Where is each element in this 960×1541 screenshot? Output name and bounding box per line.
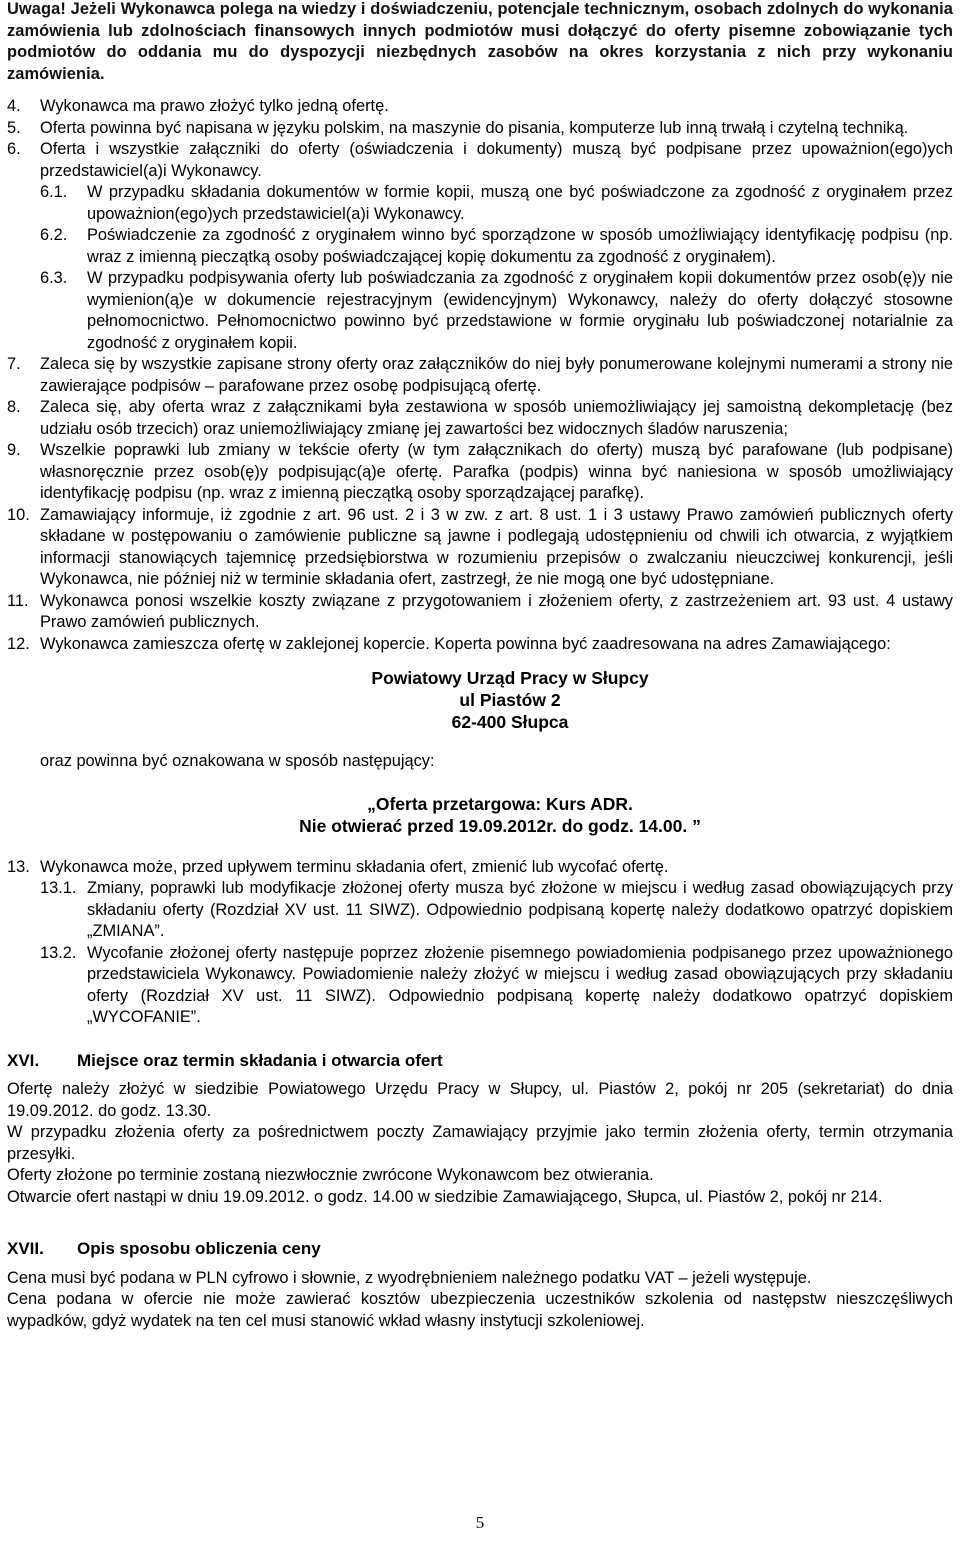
item-number: 6.3. bbox=[40, 269, 68, 287]
item-text: Wykonawca ma prawo złożyć tylko jedną ofertę. bbox=[40, 97, 389, 115]
section-16-paragraph-2: W przypadku złożenia oferty za pośrednictwem poczty Zamawiający przyjmie jako termin złożenia oferty, termin otrzymania przesyłki. bbox=[7, 1123, 953, 1163]
list-item-10 bbox=[7, 505, 953, 591]
list-item-11 bbox=[7, 591, 953, 634]
item-text: Oferta i wszystkie załączniki do oferty (oświadczenia i dokumenty) muszą być podpisane przez upoważnion(ego)ych przedstawiciel(a)i Wykonawcy. bbox=[40, 140, 953, 180]
item-text: W przypadku podpisywania oferty lub poświadczania za zgodność z oryginałem kopii dokumentów przez osob(ę)y nie wymienion(ą)e w dokumencie rejestracyjnym (ewidencyjnym) Wykonawcy, należy do oferty dołączyć stosowne pełnomocnictwo. Pełnomocnictwo powinno być przedstawione w formie oryginału lub poświadczonej notarialnie za zgodność z oryginałem kopii. bbox=[87, 269, 953, 352]
list-item-12 bbox=[7, 634, 953, 656]
section-16-heading bbox=[7, 1050, 953, 1072]
item-number: 4. bbox=[7, 97, 21, 115]
section-17-paragraph-2: Cena podana w ofercie nie może zawierać kosztów ubezpieczenia uczestników szkolenia od następstw nieszczęśliwych wypadków, gdyż wydatek na ten cel musi stanowić wkład własny instytucji szkoleniowej. bbox=[7, 1290, 953, 1330]
marking-line-2: Nie otwierać przed 19.09.2012r. do godz. 14.00. ” bbox=[299, 815, 701, 836]
section-17-paragraph-1: Cena musi być podana w PLN cyfrowo i słownie, z wyodrębnieniem należnego podatku VAT – jeżeli występuje. bbox=[7, 1268, 812, 1287]
list-item-13-2 bbox=[40, 943, 953, 1029]
item-number: 9. bbox=[7, 441, 21, 459]
item-text: Wykonawca ponosi wszelkie koszty związane z przygotowaniem i złożeniem oferty, z zastrzeżeniem art. 93 ust. 4 ustawy Prawo zamówień publicznych. bbox=[40, 591, 953, 631]
item-number: 12. bbox=[7, 634, 30, 653]
section-16-paragraph-3: Oferty złożone po terminie zostaną niezwłocznie zwrócone Wykonawcom bez otwierania. bbox=[7, 1166, 654, 1184]
item-number: 13.2. bbox=[40, 943, 77, 962]
warning-lead: Uwaga! bbox=[7, 0, 66, 18]
page-number: 5 bbox=[475, 1513, 485, 1532]
section-number: XVI. bbox=[7, 1050, 40, 1070]
item-number: 6. bbox=[7, 140, 21, 158]
section-16-paragraph-1: Ofertę należy złożyć w siedzibie Powiatowego Urzędu Pracy w Słupcy, ul. Piastów 2, pokój nr 205 (sekretariat) do dnia 19.09.2012. do godz. 13.30. bbox=[7, 1080, 953, 1120]
item-number: 13. bbox=[7, 857, 30, 876]
section-title: Miejsce oraz termin składania i otwarcia ofert bbox=[77, 1050, 443, 1070]
marking-line-1: „Oferta przetargowa: Kurs ADR. bbox=[367, 793, 633, 814]
list-item-6-2 bbox=[40, 225, 953, 268]
marking-block bbox=[47, 793, 953, 837]
item-number: 7. bbox=[7, 355, 21, 373]
list-item-13 bbox=[7, 857, 953, 879]
section-17-heading bbox=[7, 1238, 953, 1260]
marking-intro: oraz powinna być oznakowana w sposób następujący: bbox=[40, 752, 435, 770]
item-text: W przypadku składania dokumentów w formie kopii, muszą one być poświadczone za zgodność z oryginałem przez upoważnion(ego)ych przedstawiciel(a)i Wykonawcy. bbox=[87, 183, 953, 223]
item-text: Oferta powinna być napisana w języku polskim, na maszynie do pisania, komputerze lub inną trwałą i czytelną techniką. bbox=[40, 118, 909, 137]
address-line-1: Powiatowy Urząd Pracy w Słupcy bbox=[371, 668, 649, 688]
warning-paragraph bbox=[7, 0, 953, 85]
document-page bbox=[7, 0, 953, 1332]
address-line-2: ul Piastów 2 bbox=[459, 690, 561, 710]
item-text: Zamawiający informuje, iż zgodnie z art. 96 ust. 2 i 3 w zw. z art. 8 ust. 1 i 3 ustawy Prawo zamówień publicznych oferty składane w postępowaniu o zamówienie publiczne są jawne i podlegają udostępnieniu od chwili ich otwarcia, z wyjątkiem informacji stanowiących tajemnicę przedsiębiorstwa w rozumieniu przepisów o zwalczaniu nieuczciwej konkurencji, jeśli Wykonawca, nie później niż w terminie składania ofert, zastrzegł, że nie mogą one być udostępniane. bbox=[40, 505, 953, 588]
item-number: 5. bbox=[7, 118, 21, 137]
list-item-6 bbox=[7, 139, 953, 182]
item-number: 10. bbox=[7, 505, 30, 524]
section-number: XVII. bbox=[7, 1239, 44, 1258]
list-item-4 bbox=[7, 96, 953, 118]
section-title: Opis sposobu obliczenia ceny bbox=[77, 1239, 321, 1258]
list-item-5 bbox=[7, 118, 953, 140]
list-item-6-3 bbox=[40, 268, 953, 354]
item-text: Zaleca się by wszystkie zapisane strony oferty oraz załączników do niej były ponumerowane kolejnymi numerami a strony nie zawierające podpisów – parafowane przez osobę podpisującą ofertę. bbox=[40, 355, 953, 395]
list-item-13-1 bbox=[40, 878, 953, 943]
item-number: 6.1. bbox=[40, 183, 68, 201]
item-number: 13.1. bbox=[40, 879, 77, 897]
address-block bbox=[67, 667, 953, 733]
item-text: Wykonawca może, przed upływem terminu składania ofert, zmienić lub wycofać ofertę. bbox=[40, 857, 669, 876]
list-item-8 bbox=[7, 397, 953, 440]
warning-text: Jeżeli Wykonawca polega na wiedzy i doświadczeniu, potencjale technicznym, osobach zdolnych do wykonania zamówienia lub zdolnościach finansowych innych podmiotów musi dołączyć do oferty pisemne zobowiązanie tych podmiotów do oddania mu do dyspozycji niezbędnych zasobów na okres korzystania z nich przy wykonaniu zamówienia. bbox=[7, 0, 954, 83]
list-item-9 bbox=[7, 440, 953, 505]
item-text: Zmiany, poprawki lub modyfikacje złożonej oferty musza być złożone w miejscu i według zasad obowiązujących przy składaniu oferty (Rozdział XV ust. 11 SIWZ). Odpowiednio podpisaną kopertę należy dodatkowo opatrzyć dopiskiem „ZMIANA”. bbox=[87, 879, 953, 940]
item-text: Wycofanie złożonej oferty następuje poprzez złożenie pisemnego powiadomienia podpisanego przez upoważnionego przedstawiciela Wykonawcy. Powiadomienie należy złożyć w miejscu i według zasad obowiązujących przy składaniu oferty (Rozdział XV ust. 11 SIWZ). Odpowiednio podpisaną kopertę należy dodatkowo opatrzyć dopiskiem „WYCOFANIE”. bbox=[87, 943, 953, 1026]
section-16-paragraph-4: Otwarcie ofert nastąpi w dniu 19.09.2012. o godz. 14.00 w siedzibie Zamawiającego, Słupca, ul. Piastów 2, pokój nr 214. bbox=[7, 1187, 883, 1206]
item-text: Wszelkie poprawki lub zmiany w tekście oferty (w tym załącznikach do oferty) muszą być parafowane (lub podpisane) własnoręcznie przez osob(ę)y podpisując(ą)e ofertę. Parafka (podpis) winna być naniesiona w sposób umożliwiający identyfikację podpisu (np. wraz z imienną pieczątką osoby sporządzającej parafkę). bbox=[40, 441, 953, 502]
item-text: Wykonawca zamieszcza ofertę w zaklejonej kopercie. Koperta powinna być zaadresowana na adres Zamawiającego: bbox=[40, 634, 891, 653]
address-line-3: 62-400 Słupca bbox=[451, 712, 569, 732]
item-number: 11. bbox=[7, 591, 29, 610]
item-text: Poświadczenie za zgodność z oryginałem winno być sporządzone w sposób umożliwiający identyfikację podpisu (np. wraz z imienną pieczątką osoby poświadczającej kopię dokumentu za zgodność z oryginałem). bbox=[87, 226, 953, 266]
item-text: Zaleca się, aby oferta wraz z załącznikami była zestawiona w sposób uniemożliwiający jej samoistną dekompletację (bez udziału osób trzecich) oraz uniemożliwiający zmianę jej zawartości bez widocznych śladów naruszenia; bbox=[40, 398, 953, 438]
list-item-7 bbox=[7, 354, 953, 397]
item-number: 8. bbox=[7, 398, 21, 416]
item-number: 6.2. bbox=[40, 226, 68, 244]
list-item-6-1 bbox=[40, 182, 953, 225]
